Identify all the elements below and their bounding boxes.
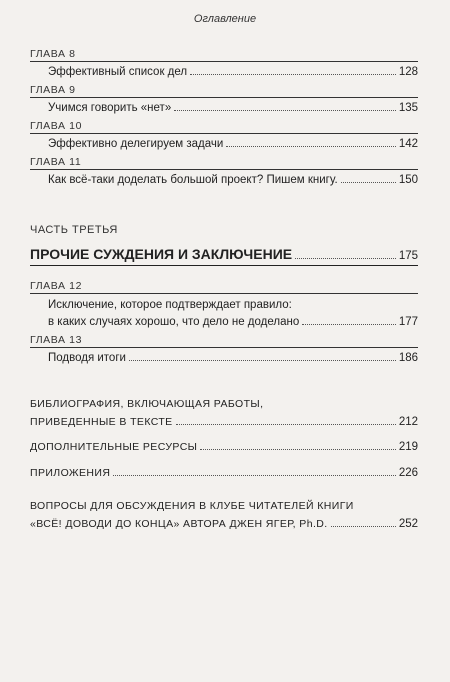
chapter-title-line-1: Исключение, которое подтверждает правило: xyxy=(48,299,292,311)
page-number: 177 xyxy=(398,316,418,328)
running-header: Оглавление xyxy=(193,13,257,25)
questions-title: «ВСЁ! ДОВОДИ ДО КОНЦА» АВТОРА ДЖЕН ЯГЕР, Ph.D. xyxy=(30,518,328,530)
page-number: 219 xyxy=(398,441,418,453)
toc-entry-chapter-8[interactable] xyxy=(30,48,418,80)
leader-dots xyxy=(113,475,395,476)
chapter-title-line xyxy=(30,351,418,366)
page-number: 186 xyxy=(398,352,418,364)
leader-dots xyxy=(295,258,396,259)
toc-entry-appendices[interactable] xyxy=(30,466,418,481)
page-number: 252 xyxy=(398,518,418,530)
resources-title: ДОПОЛНИТЕЛЬНЫЕ РЕСУРСЫ xyxy=(30,441,198,453)
leader-dots xyxy=(174,110,396,111)
questions-line-1: ВОПРОСЫ ДЛЯ ОБСУЖДЕНИЯ В КЛУБЕ ЧИТАТЕЛЕЙ КНИГИ xyxy=(30,500,354,512)
leader-dots xyxy=(129,360,396,361)
chapter-label: ГЛАВА 12 xyxy=(30,280,418,294)
leader-dots xyxy=(331,526,396,527)
page-number: 212 xyxy=(398,416,418,428)
page-number: 128 xyxy=(398,66,418,78)
toc-entry-discussion-questions[interactable] xyxy=(30,499,418,532)
page-number: 135 xyxy=(398,102,418,114)
leader-dots xyxy=(190,74,396,75)
appendices-line xyxy=(30,466,418,481)
leader-dots xyxy=(200,449,395,450)
chapter-title: в каких случаях хорошо, что дело не доделано xyxy=(48,316,300,328)
page-number: 226 xyxy=(398,467,418,479)
chapter-title-line-2 xyxy=(30,315,418,330)
bibliography-title: ПРИВЕДЕННЫЕ В ТЕКСТЕ xyxy=(30,416,173,428)
bibliography-line-2 xyxy=(30,415,418,430)
chapter-title-line xyxy=(30,137,418,152)
toc-entry-chapter-13[interactable] xyxy=(30,334,418,366)
page-number: 150 xyxy=(398,174,418,186)
chapter-title-line xyxy=(30,173,418,188)
chapter-label: ГЛАВА 9 xyxy=(30,84,418,98)
chapter-title: Учимся говорить «нет» xyxy=(48,102,172,114)
leader-dots xyxy=(341,182,396,183)
chapter-title-line xyxy=(30,65,418,80)
toc-entry-bibliography[interactable] xyxy=(30,397,418,430)
resources-line xyxy=(30,440,418,455)
chapter-title: Эффективно делегируем задачи xyxy=(48,138,224,150)
toc-entry-part-three[interactable] xyxy=(30,224,418,266)
page-number: 142 xyxy=(398,138,418,150)
part-title: ПРОЧИЕ СУЖДЕНИЯ И ЗАКЛЮЧЕНИЕ xyxy=(30,246,293,262)
leader-dots xyxy=(226,146,396,147)
toc-entry-chapter-11[interactable] xyxy=(30,156,418,188)
appendices-title: ПРИЛОЖЕНИЯ xyxy=(30,467,111,479)
chapter-title: Как всё-таки доделать большой проект? Пишем книгу. xyxy=(48,174,338,186)
questions-line-2 xyxy=(30,517,418,532)
chapter-title: Эффективный список дел xyxy=(48,66,188,78)
part-title-line xyxy=(30,246,418,266)
chapter-label: ГЛАВА 10 xyxy=(30,120,418,134)
page-number: 175 xyxy=(398,250,418,262)
toc-entry-resources[interactable] xyxy=(30,440,418,455)
leader-dots xyxy=(176,424,396,425)
part-label: ЧАСТЬ ТРЕТЬЯ xyxy=(30,224,118,236)
toc-entry-chapter-12[interactable] xyxy=(30,280,418,330)
chapter-title-line xyxy=(30,101,418,116)
chapter-label: ГЛАВА 11 xyxy=(30,156,418,170)
toc-entry-chapter-10[interactable] xyxy=(30,120,418,152)
chapter-label: ГЛАВА 13 xyxy=(30,334,418,348)
bibliography-line-1: БИБЛИОГРАФИЯ, ВКЛЮЧАЮЩАЯ РАБОТЫ, xyxy=(30,398,264,410)
toc-entry-chapter-9[interactable] xyxy=(30,84,418,116)
chapter-title: Подводя итоги xyxy=(48,352,126,364)
leader-dots xyxy=(302,324,396,325)
chapter-label: ГЛАВА 8 xyxy=(30,48,418,62)
